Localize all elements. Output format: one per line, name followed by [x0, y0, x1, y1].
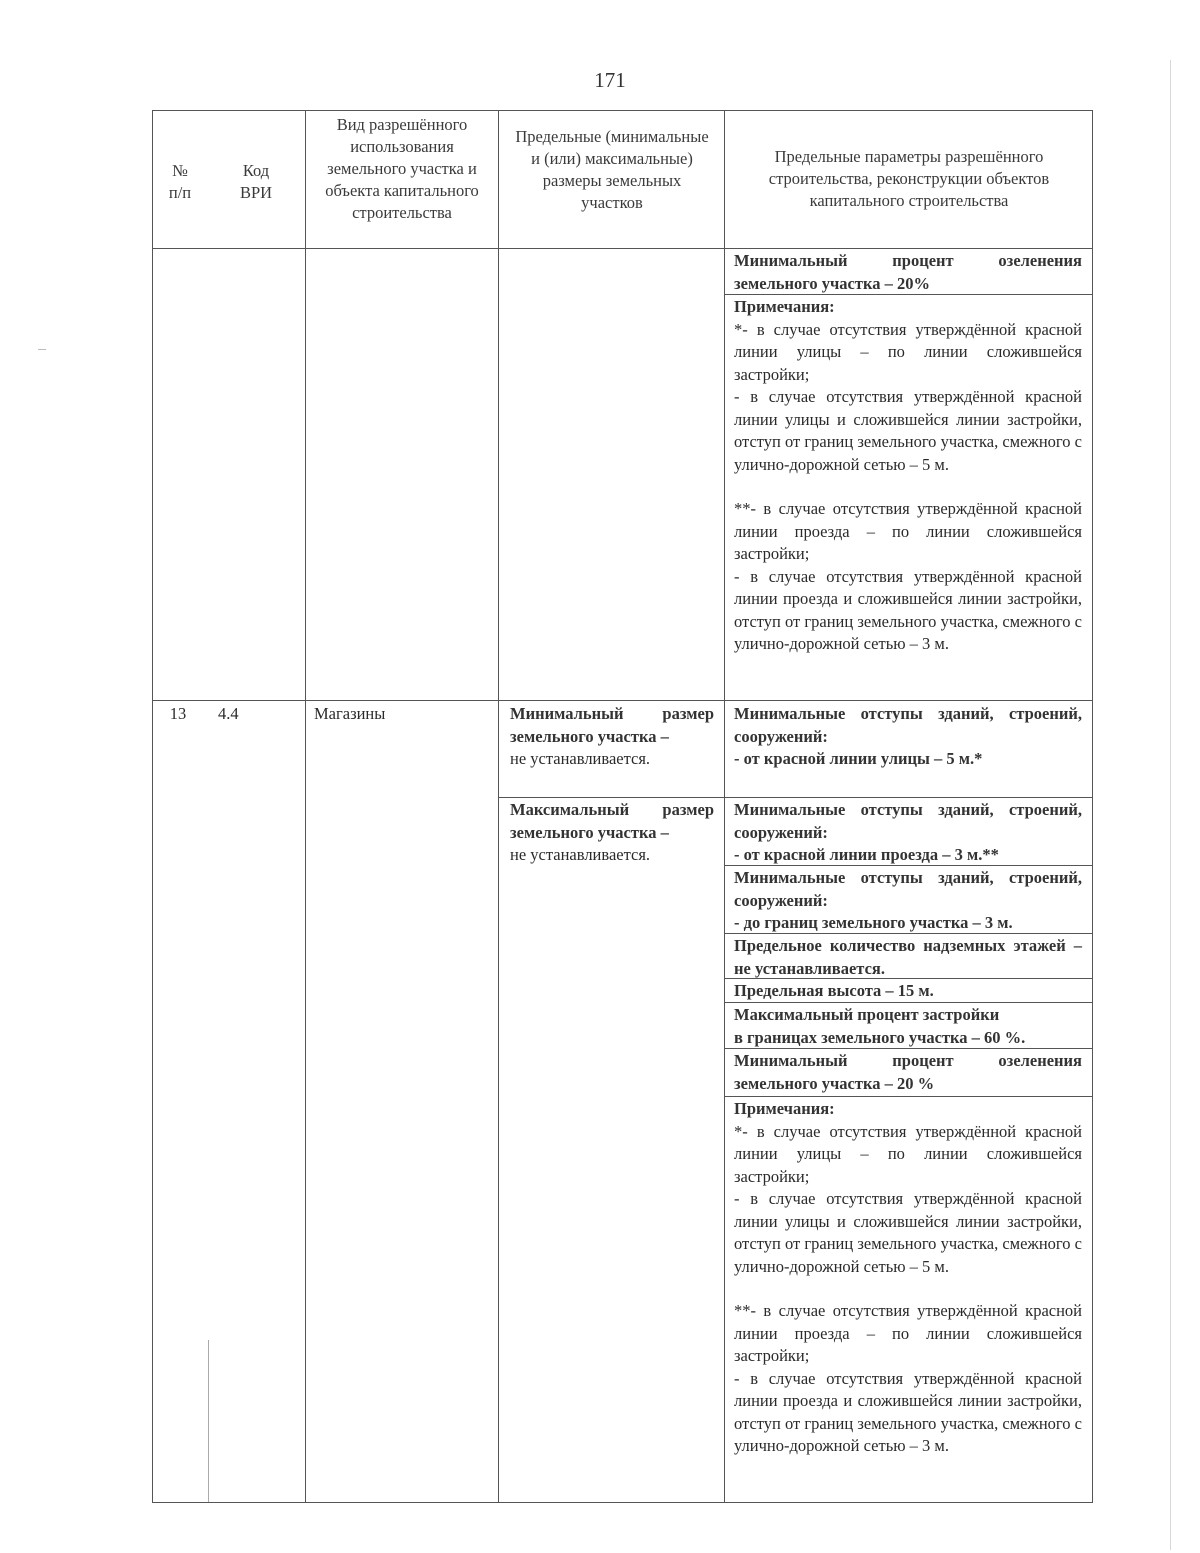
setback-street-value: - от красной линии улицы – 5 м.*: [734, 749, 983, 768]
setback-boundary-value: - до границ земельного участка – 3 м.: [734, 913, 1013, 932]
setback-street-title: Минимальные отступы зданий, строений, сооружений:: [734, 704, 1082, 746]
prev-note-1: *- в случае отсутствия утверждённой красной линии улицы – по линии сложившейся застройки;: [734, 319, 1082, 384]
row-use-type: Магазины: [314, 704, 386, 723]
header-parameters: Предельные параметры разрешённого строительства, реконструкции объектов капитального строительства: [768, 147, 1050, 210]
min-greening: Минимальный процент озеленения земельного участка – 20 %: [734, 1051, 1082, 1093]
row-notes-title: Примечания:: [734, 1099, 835, 1118]
row-code: 4.4: [218, 704, 239, 723]
min-plot-size-value: не устанавливается.: [510, 749, 651, 768]
setback-boundary: [734, 867, 1082, 935]
row-notes: [734, 1098, 1082, 1458]
header-use-type: Вид разрешённого использования земельного участка и объекта капитального строительства: [325, 115, 479, 222]
header-number: № п/п: [168, 161, 192, 202]
prev-note-3: **- в случае отсутствия утверждённой красной линии проезда – по линии сложившейся застройки;: [734, 499, 1082, 563]
min-plot-size-label: Минимальный размер земельного участка –: [510, 704, 714, 746]
max-plot-size-label: Максимальный размер земельного участка –: [510, 800, 714, 842]
setback-passage-title: Минимальные отступы зданий, строений, сооружений:: [734, 800, 1082, 842]
header-plot-sizes: Предельные (минимальные и (или) максимальные) размеры земельных участков: [515, 127, 709, 212]
min-plot-size: [510, 703, 714, 771]
prev-notes: [734, 296, 1082, 656]
height-limit: Предельная высота – 15 м.: [734, 981, 934, 1000]
max-plot-size-value: не устанавливается.: [510, 845, 651, 864]
row-note-4: - в случае отсутствия утверждённой красной линии проезда и сложившейся линии застройки, отступ от границ земельного участка, смежного с улично-дорожной сетью – 3 м.: [734, 1368, 1082, 1455]
setback-passage: [734, 799, 1082, 867]
row-note-1: *- в случае отсутствия утверждённой красной линии улицы – по линии сложившейся застройки;: [734, 1121, 1082, 1186]
max-coverage-title: Максимальный процент застройки: [734, 1005, 1000, 1024]
max-plot-size: [510, 799, 714, 867]
prev-greening: Минимальный процент озеленения земельного участка – 20%: [734, 251, 1082, 293]
floors-limit: Предельное количество надземных этажей – не устанавливается.: [734, 936, 1082, 978]
row-number: 13: [169, 704, 187, 723]
prev-note-4: - в случае отсутствия утверждённой красной линии проезда и сложившейся линии застройки, отступ от границ земельного участка, смежного с улично-дорожной сетью – 3 м.: [734, 566, 1082, 653]
setback-boundary-title: Минимальные отступы зданий, строений, сооружений:: [734, 868, 1082, 910]
row-note-2: - в случае отсутствия утверждённой красной линии улицы и сложившейся линии застройки, отступ от границ земельного участка, смежного с улично-дорожной сетью – 5 м.: [734, 1189, 1082, 1276]
max-coverage: [734, 1004, 1082, 1049]
setback-passage-value: - от красной линии проезда – 3 м.**: [734, 845, 999, 864]
row-note-3: **- в случае отсутствия утверждённой красной линии проезда – по линии сложившейся застройки;: [734, 1301, 1082, 1365]
prev-notes-title: Примечания:: [734, 297, 835, 316]
setback-street: [734, 703, 1082, 771]
prev-note-2: - в случае отсутствия утверждённой красной линии улицы и сложившейся линии застройки, отступ от границ земельного участка, смежного с улично-дорожной сетью – 5 м.: [734, 387, 1082, 474]
max-coverage-value: в границах земельного участка – 60 %.: [734, 1027, 1026, 1047]
header-code: Код ВРИ: [239, 161, 273, 202]
page-number: 171: [594, 68, 626, 92]
